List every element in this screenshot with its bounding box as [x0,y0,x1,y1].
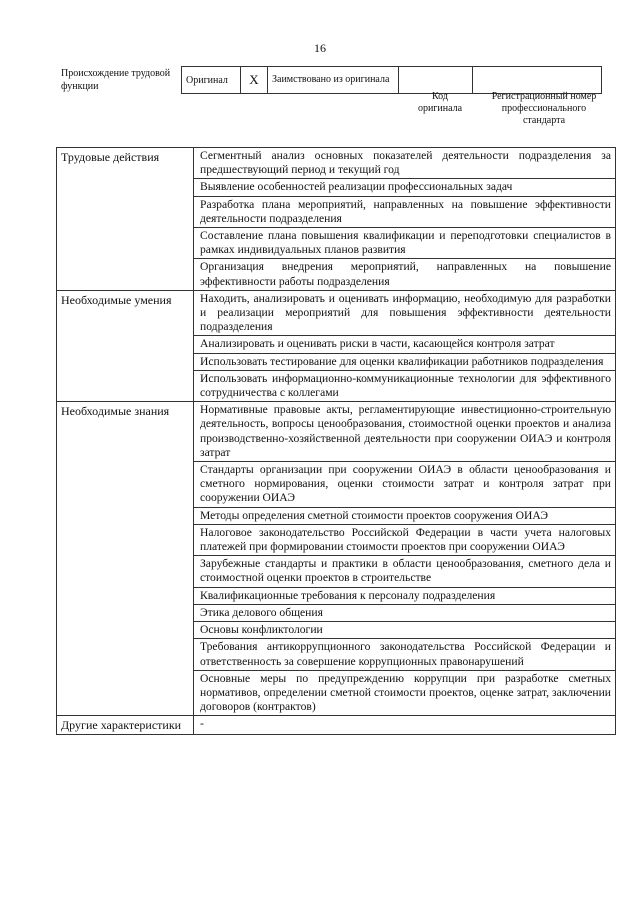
list-item: Находить, анализировать и оценивать информацию, необходимую для разработки и реализации мероприятий для повышения эффективности деятельности подразделения [200,291,611,334]
code-caption: Код оригинала [417,91,463,114]
list-item: Составление плана повышения квалификации и переподготовки специалистов в рамках индивидуальных планов развития [194,227,615,258]
original-cell: Оригинал [182,67,241,94]
list-item: Выявление особенностей реализации профессиональных задач [194,178,615,195]
reg-number-cell [473,67,602,94]
list-item: Стандарты организации при сооружении ОИАЭ в области ценообразования и сметного нормирования, оценки стоимости затрат и контроля затрат при сооружении ОИАЭ [194,461,615,507]
origin-label: Происхождение трудовой функции [61,68,171,92]
code-cell [399,67,473,94]
list-item: Анализировать и оценивать риски в части, касающейся контроля затрат [194,335,615,352]
list-item: Разработка плана мероприятий, направленных на повышение эффективности деятельности подразделения [194,196,615,227]
list-item: Организация внедрения мероприятий, направленных на повышение эффективности работы подразделения [194,258,615,289]
list-item: Зарубежные стандарты и практики в области ценообразования, сметного дела и стоимостной оценки проектов в строительстве [194,555,615,586]
borrowed-cell: Заимствовано из оригинала [268,67,399,94]
list-item: Сегментный анализ основных показателей деятельности подразделения за предшествующий период и текущий год [200,149,611,177]
section-row [57,402,616,716]
section-items [194,402,616,716]
list-item: Основы конфликтологии [194,621,615,638]
section-row [57,148,616,291]
list-item: Квалификационные требования к персоналу подразделения [194,587,615,604]
list-item: Использовать тестирование для оценки квалификации работников подразделения [194,353,615,370]
list-item: Методы определения сметной стоимости проектов сооружения ОИАЭ [194,507,615,524]
page-number: 16 [314,41,326,55]
section-row [57,716,616,735]
section-category: Необходимые умения [57,290,194,401]
section-category: Необходимые знания [57,402,194,716]
list-item: Основные меры по предупреждению коррупции при разработке сметных нормативов, определении сметной стоимости проектов, оценке затрат, заключении договоров (контрактов) [194,670,615,716]
list-item: Этика делового общения [194,604,615,621]
list-item: Использовать информационно-коммуникационные технологии для эффективного сотрудничества с коллегами [194,370,615,401]
section-items [194,148,616,291]
list-item: Налоговое законодательство Российской Федерации в части учета налоговых платежей при формировании стоимости проектов при сооружении ОИАЭ [194,524,615,555]
section-category: Другие характеристики [57,716,194,735]
section-row [57,290,616,401]
list-item: Нормативные правовые акты, регламентирующие инвестиционно-строительную деятельность, вопросы ценообразования, стоимостной оценки проектов и анализа производственно-хозяйственной деятельности при сооружении ОИАЭ и контроля затрат [200,403,611,459]
section-items [194,716,616,735]
section-items [194,290,616,401]
list-item: Требования антикоррупционного законодательства Российской Федерации и ответственность за совершение коррупционных правонарушений [194,638,615,669]
section-category: Трудовые действия [57,148,194,291]
original-mark: X [241,67,268,94]
list-item: - [200,717,204,731]
origin-table [181,66,602,94]
reg-caption: Регистрационный номер профессионального стандарта [491,91,597,126]
function-table [56,147,616,735]
